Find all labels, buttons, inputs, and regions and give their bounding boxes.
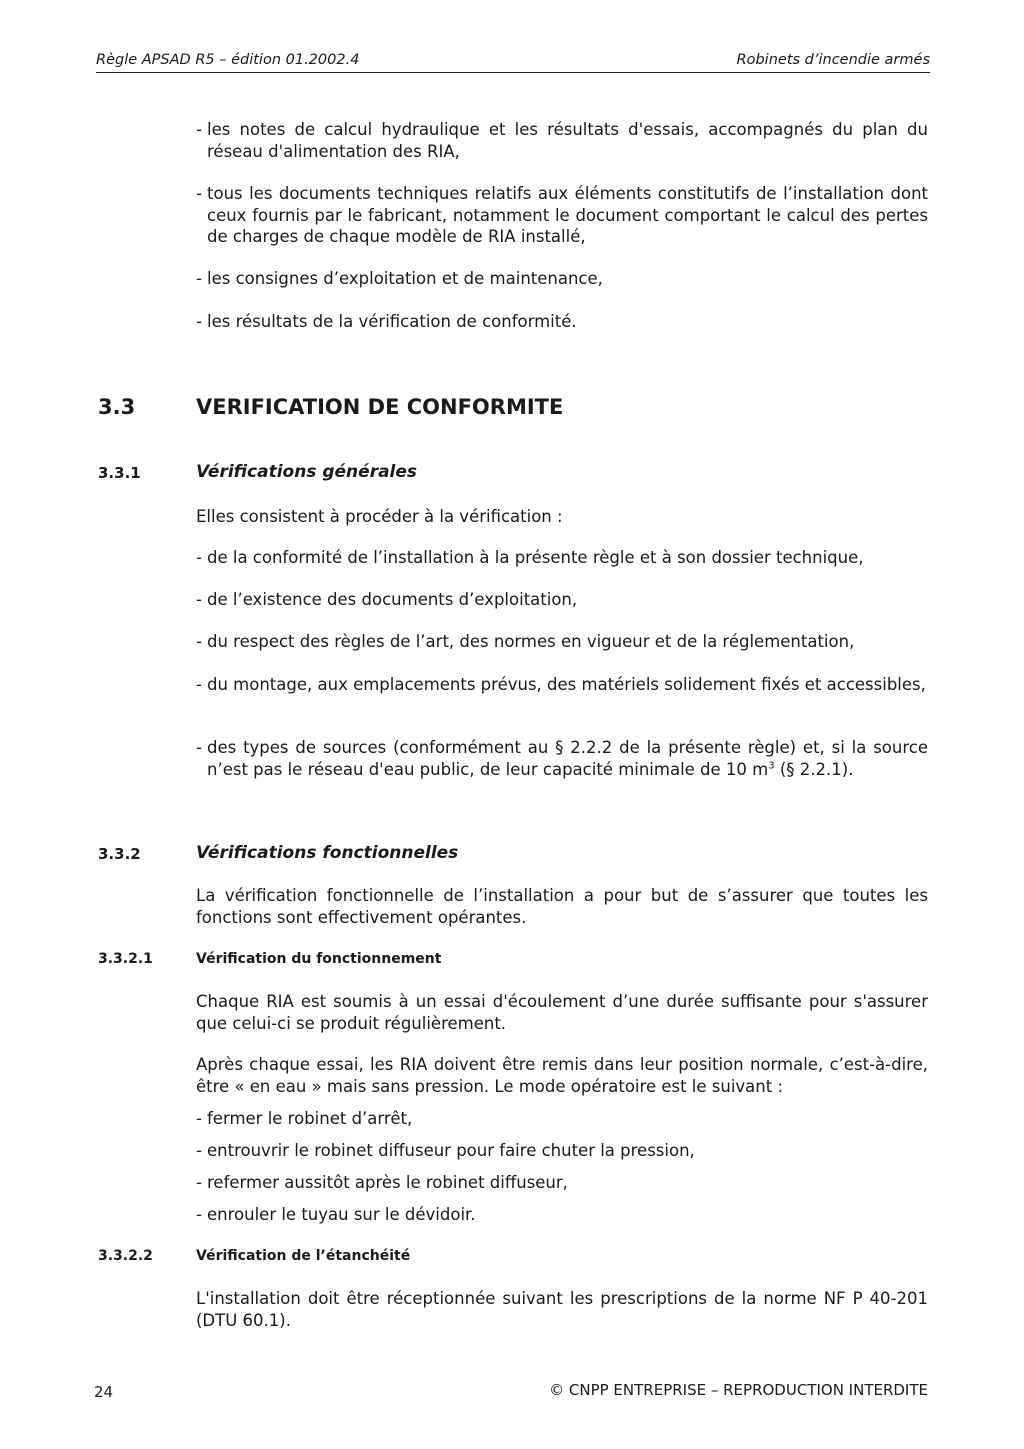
subsection-title: Vérifications fonctionnelles xyxy=(196,843,459,863)
list-item: - du respect des règles de l’art, des normes en vigueur et de la réglementation, xyxy=(196,632,855,651)
paragraph: Chaque RIA est soumis à un essai d'écoulement d’une durée suffisante pour s'assurer que celui-ci se produit régulièrement. xyxy=(196,992,928,1033)
list-item: - des types de sources (conformément au § 2.2.2 de la présente règle) et, si la source n’est pas le réseau d'eau public, de leur capacité minimale de 10 $m^3$ (§ 2.2.1). xyxy=(196,738,928,779)
subsubsection-title: Vérification de l’étanchéité xyxy=(196,1248,411,1264)
list-item: - refermer aussitôt après le robinet diffuseur, xyxy=(196,1173,568,1192)
subsection-number: 3.3.1 xyxy=(98,464,141,482)
page-number: 24 xyxy=(94,1383,114,1401)
subsection-title: Vérifications générales xyxy=(196,462,418,482)
subsubsection-number: 3.3.2.2 xyxy=(98,1248,153,1264)
section-number: 3.3 xyxy=(98,395,136,419)
paragraph: L'installation doit être réceptionnée suivant les prescriptions de la norme NF P 40-201 (DTU 60.1). xyxy=(196,1289,928,1330)
list-item: - enrouler le tuyau sur le dévidoir. xyxy=(196,1205,476,1224)
paragraph: Elles consistent à procéder à la vérification : xyxy=(196,507,563,526)
list-item: - entrouvrir le robinet diffuseur pour faire chuter la pression, xyxy=(196,1141,695,1160)
subsection-number: 3.3.2 xyxy=(98,845,141,863)
list-item: - les notes de calcul hydraulique et les résultats d'essais, accompagnés du plan du réseau d'alimentation des RIA, xyxy=(196,120,928,161)
copyright-notice: © CNPP ENTREPRISE – REPRODUCTION INTERDITE xyxy=(549,1381,928,1399)
subsubsection-title: Vérification du fonctionnement xyxy=(196,951,442,967)
subsubsection-number: 3.3.2.1 xyxy=(98,951,153,967)
section-title: VERIFICATION DE CONFORMITE xyxy=(196,395,564,419)
header-document-title: Robinets d’incendie armés xyxy=(736,52,930,68)
list-item: - les consignes d’exploitation et de maintenance, xyxy=(196,269,603,288)
page-header xyxy=(96,50,930,73)
list-item: - les résultats de la vérification de conformité. xyxy=(196,312,577,331)
paragraph: La vérification fonctionnelle de l’installation a pour but de s’assurer que toutes les fonctions sont effectivement opérantes. xyxy=(196,886,928,927)
list-item: - de l’existence des documents d’exploitation, xyxy=(196,590,578,609)
list-item: - de la conformité de l’installation à la présente règle et à son dossier technique, xyxy=(196,548,864,567)
list-item: - tous les documents techniques relatifs aux éléments constitutifs de l’installation dont ceux fournis par le fabricant, notamment le document comportant le calcul des pertes de charges de chaque modèle de RIA installé, xyxy=(196,184,928,246)
list-item: - fermer le robinet d’arrêt, xyxy=(196,1109,413,1128)
superscript: 3 xyxy=(768,760,775,771)
header-document-reference: Règle APSAD R5 – édition 01.2002.4 xyxy=(96,52,360,68)
list-item: - du montage, aux emplacements prévus, des matériels solidement fixés et accessibles, xyxy=(196,675,926,694)
paragraph: Après chaque essai, les RIA doivent être remis dans leur position normale, c’est-à-dire, être « en eau » mais sans pression. Le mode opératoire est le suivant : xyxy=(196,1055,928,1096)
